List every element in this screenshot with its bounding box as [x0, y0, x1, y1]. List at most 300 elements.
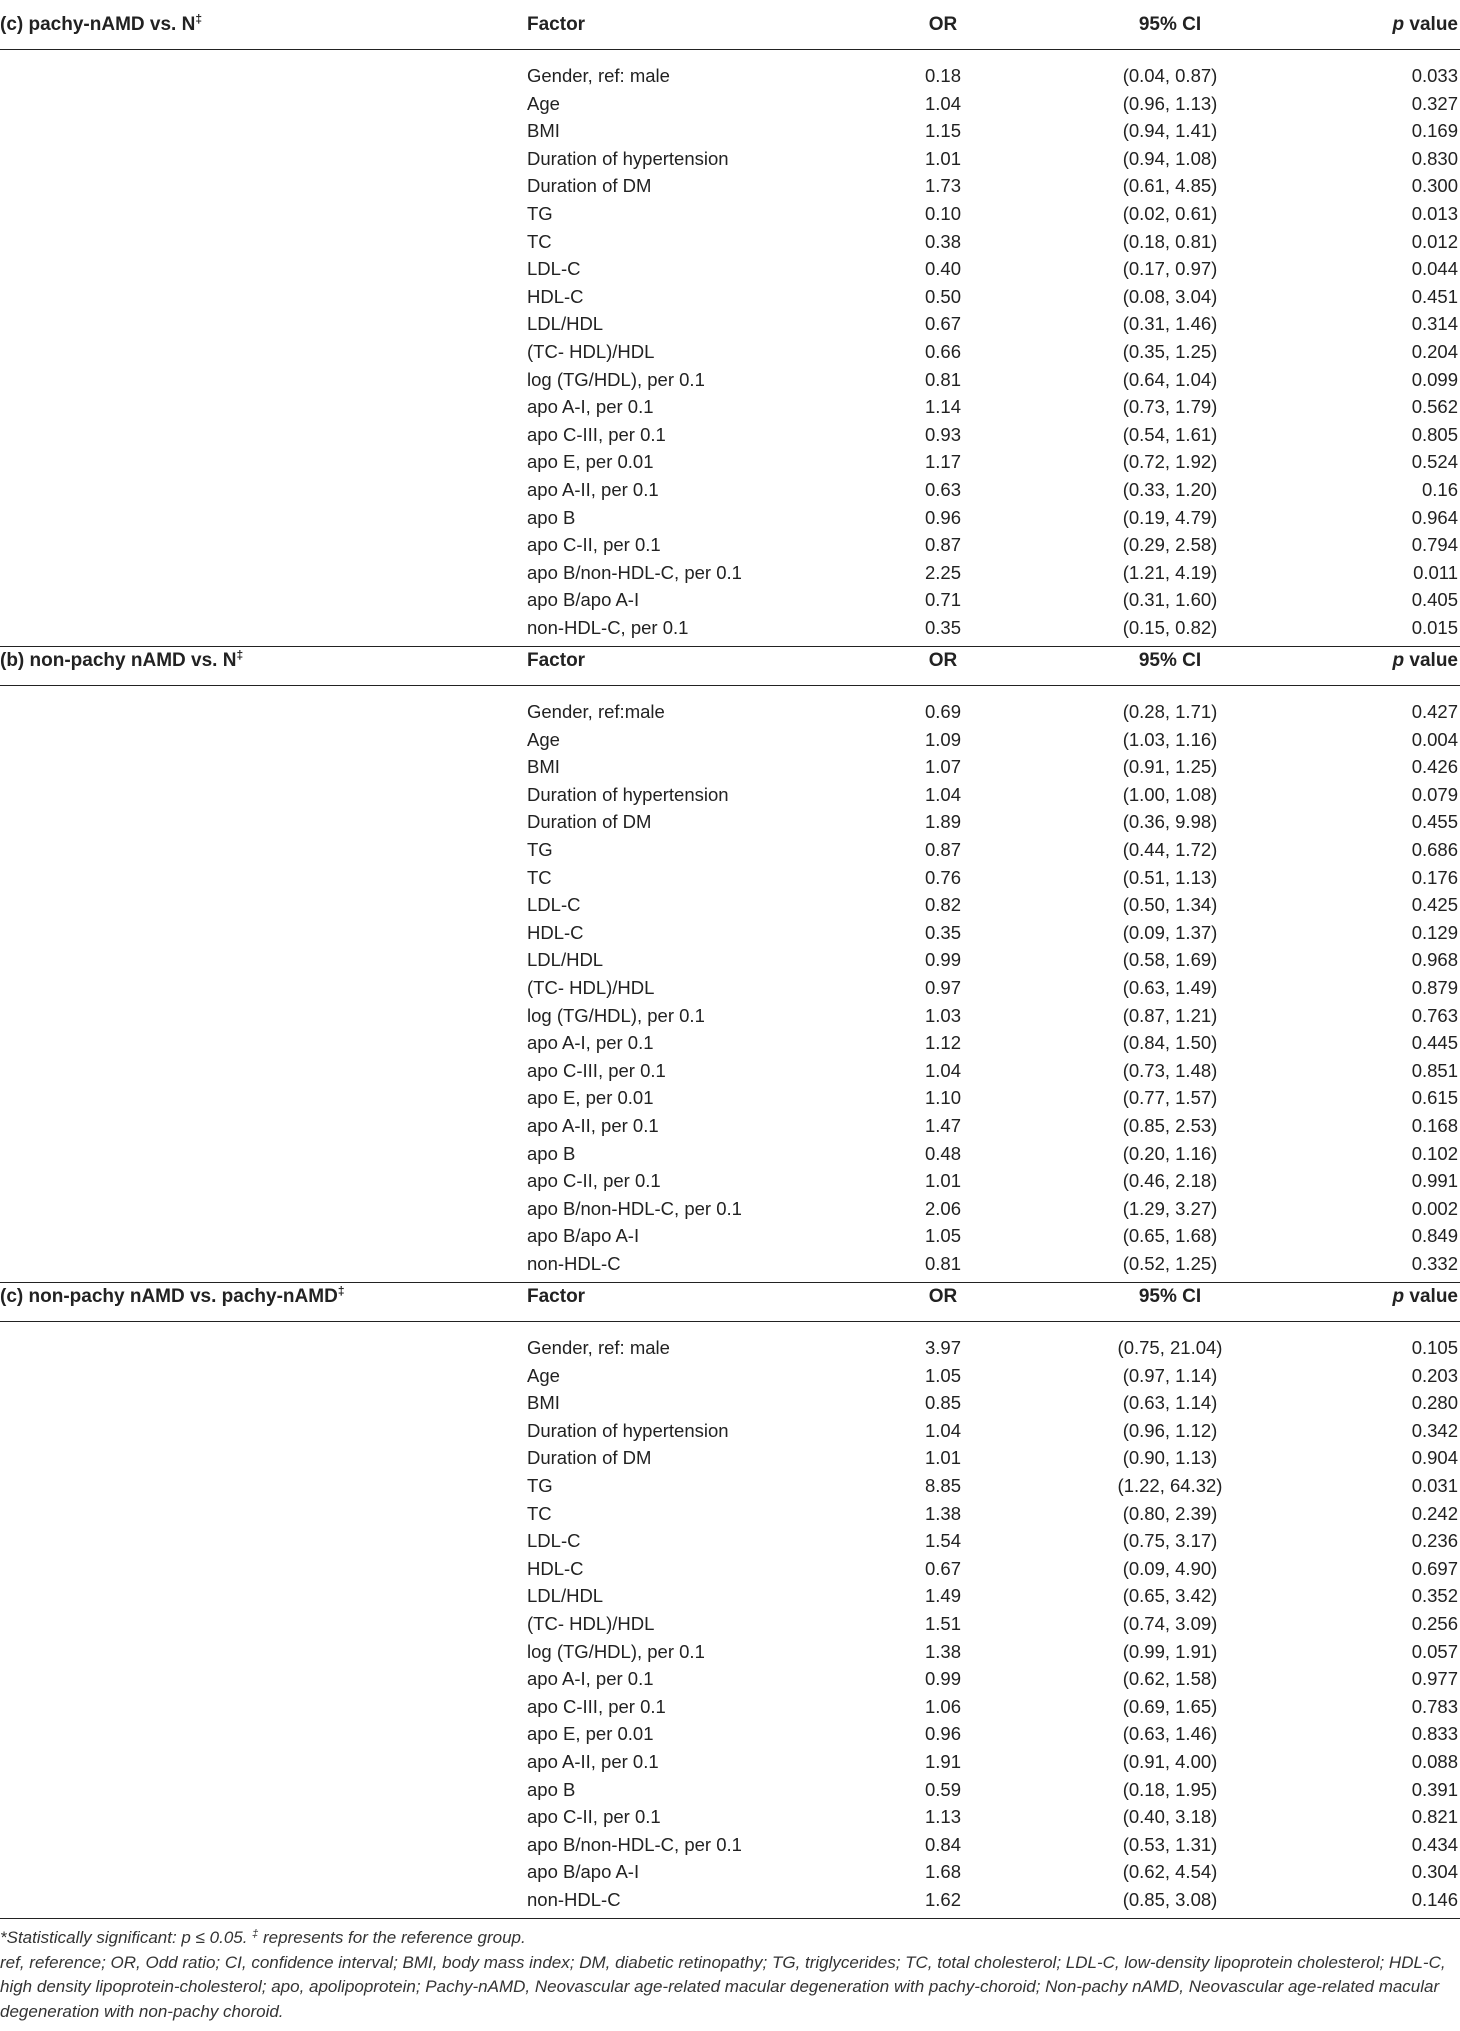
p-value-cell: 0.342: [1411, 1419, 1458, 1441]
or-cell: 1.47: [924, 1115, 961, 1136]
p-value-cell: 0.451: [1411, 285, 1458, 307]
or-cell: 1.04: [924, 1419, 961, 1441]
ci-cell: (0.94, 1.08): [1122, 147, 1218, 169]
or-cell: 0.84: [924, 1833, 961, 1855]
p-value-cell: 0.129: [1411, 921, 1458, 943]
table-row: [0, 1112, 1460, 1140]
p-value-cell: 0.833: [1411, 1723, 1458, 1745]
table-row: [0, 726, 1460, 754]
p-value-cell: 0.102: [1411, 1142, 1458, 1164]
p-value-cell: 0.977: [1411, 1668, 1458, 1690]
column-header-p-value: p value: [1392, 1286, 1458, 1307]
factor-cell: apo A-II, per 0.1: [527, 1115, 659, 1136]
factor-cell: Duration of hypertension: [527, 147, 729, 169]
table-row: [0, 1084, 1460, 1112]
or-cell: 0.66: [924, 341, 961, 362]
ci-cell: (0.19, 4.79): [1122, 506, 1218, 528]
p-value-cell: 0.445: [1411, 1032, 1458, 1054]
factor-cell: Duration of hypertension: [527, 783, 729, 805]
ci-cell: (0.02, 0.61): [1122, 203, 1218, 224]
column-header-ci: 95% CI: [1138, 1286, 1202, 1307]
table-row: [0, 283, 1460, 311]
table-row: [0, 891, 1460, 919]
column-header-factor: Factor: [527, 650, 586, 671]
p-value-cell: 0.686: [1411, 839, 1458, 860]
factor-cell: Duration of DM: [527, 1447, 652, 1469]
or-cell: 1.12: [924, 1032, 961, 1054]
or-cell: 0.67: [924, 313, 961, 335]
factor-cell: LDL/HDL: [527, 313, 604, 335]
table-row: [0, 1444, 1460, 1472]
or-cell: 0.87: [924, 534, 961, 556]
table-row: [0, 1222, 1460, 1250]
table-row: [0, 338, 1460, 366]
p-value-cell: 0.044: [1411, 258, 1458, 280]
p-value-cell: 0.015: [1411, 617, 1458, 638]
table-row: [0, 1417, 1460, 1445]
or-cell: 0.76: [924, 866, 961, 888]
or-cell: 1.49: [924, 1585, 961, 1607]
factor-cell: non-HDL-C, per 0.1: [527, 617, 689, 638]
p-value-cell: 0.203: [1411, 1364, 1458, 1386]
p-value-cell: 0.099: [1411, 368, 1458, 390]
or-cell: 0.82: [924, 894, 961, 916]
or-cell: 0.69: [924, 701, 961, 722]
or-cell: 0.40: [924, 258, 961, 280]
table-row: [0, 200, 1460, 228]
footnote-significance: *Statistically significant: p ≤ 0.05. ‡ represents for the reference group.: [0, 1928, 526, 1947]
factor-cell: TC: [527, 230, 552, 252]
table-row: [0, 1665, 1460, 1693]
ci-cell: (0.40, 3.18): [1122, 1806, 1218, 1828]
table-row: [0, 1748, 1460, 1776]
p-value-cell: 0.879: [1411, 977, 1458, 998]
table-row: [0, 1858, 1460, 1886]
ci-cell: (0.17, 0.97): [1122, 258, 1218, 280]
column-header-or: OR: [928, 650, 958, 671]
factor-cell: apo A-I, per 0.1: [527, 1032, 654, 1054]
table-row: [0, 1500, 1460, 1528]
factor-cell: HDL-C: [527, 921, 584, 943]
p-value-cell: 0.332: [1411, 1253, 1458, 1274]
table-row: [0, 1555, 1460, 1583]
factor-cell: TG: [527, 1475, 553, 1496]
ci-cell: (0.35, 1.25): [1122, 341, 1218, 362]
table-row: [0, 1195, 1460, 1223]
column-header-ci: 95% CI: [1138, 650, 1202, 671]
p-value-cell: 0.805: [1411, 423, 1458, 445]
or-cell: 0.85: [924, 1392, 961, 1414]
table-row: [0, 753, 1460, 781]
p-value-cell: 0.405: [1411, 589, 1458, 611]
p-value-cell: 0.031: [1411, 1475, 1458, 1496]
ci-cell: (0.75, 21.04): [1117, 1337, 1223, 1358]
factor-cell: TC: [527, 1502, 552, 1524]
p-value-cell: 0.280: [1411, 1392, 1458, 1414]
or-cell: 1.06: [924, 1695, 961, 1717]
ci-cell: (0.28, 1.71): [1122, 701, 1218, 722]
table-row: [0, 1057, 1460, 1085]
ci-cell: (0.99, 1.91): [1122, 1640, 1218, 1662]
ci-cell: (0.63, 1.46): [1122, 1723, 1218, 1745]
table-row: [0, 117, 1460, 145]
table-row: [0, 1389, 1460, 1417]
table-row: [0, 974, 1460, 1002]
p-value-cell: 0.314: [1411, 313, 1458, 335]
factor-cell: TG: [527, 839, 553, 860]
p-value-cell: 0.964: [1411, 506, 1458, 528]
or-cell: 8.85: [924, 1475, 961, 1496]
p-value-cell: 0.304: [1411, 1861, 1458, 1883]
factor-cell: (TC- HDL)/HDL: [527, 1613, 655, 1634]
ci-cell: (0.96, 1.12): [1122, 1419, 1218, 1441]
factor-cell: apo B: [527, 506, 576, 528]
or-cell: 1.05: [924, 1364, 961, 1386]
comparison-group-label: (b) non-pachy nAMD vs. N‡: [0, 648, 244, 671]
ci-cell: (0.96, 1.13): [1122, 92, 1218, 114]
table-row: [0, 504, 1460, 532]
factor-cell: apo C-II, per 0.1: [527, 534, 661, 556]
ci-cell: (0.94, 1.41): [1122, 120, 1218, 142]
or-cell: 1.04: [924, 783, 961, 805]
ci-cell: (1.00, 1.08): [1122, 783, 1218, 805]
p-value-cell: 0.002: [1411, 1197, 1458, 1219]
or-cell: 0.99: [924, 1668, 961, 1690]
ci-cell: (0.31, 1.46): [1122, 313, 1218, 335]
or-cell: 1.91: [924, 1751, 961, 1772]
p-value-cell: 0.011: [1413, 561, 1458, 583]
or-cell: 1.15: [924, 120, 961, 142]
ci-cell: (1.29, 3.27): [1122, 1197, 1218, 1219]
factor-cell: apo E, per 0.01: [527, 1087, 654, 1109]
table-row: [0, 145, 1460, 173]
ci-cell: (1.21, 4.19): [1122, 561, 1218, 583]
factor-cell: Duration of hypertension: [527, 1419, 729, 1441]
factor-cell: log (TG/HDL), per 0.1: [527, 1640, 705, 1662]
p-value-cell: 0.991: [1411, 1170, 1458, 1192]
ci-cell: (0.90, 1.13): [1122, 1447, 1218, 1469]
ci-cell: (0.73, 1.48): [1122, 1059, 1218, 1081]
or-cell: 1.05: [924, 1225, 961, 1247]
or-cell: 1.04: [924, 92, 961, 114]
p-value-cell: 0.327: [1411, 92, 1458, 114]
table-row: [0, 1886, 1460, 1914]
table-row: [0, 559, 1460, 587]
p-value-cell: 0.434: [1411, 1833, 1458, 1855]
table-row: [0, 808, 1460, 836]
factor-cell: apo C-II, per 0.1: [527, 1806, 661, 1828]
column-header-or: OR: [928, 1286, 958, 1307]
p-value-cell: 0.425: [1411, 894, 1458, 916]
or-cell: 1.68: [924, 1861, 961, 1883]
p-value-cell: 0.352: [1411, 1585, 1458, 1607]
factor-cell: HDL-C: [527, 285, 584, 307]
or-cell: 1.03: [924, 1004, 961, 1026]
ci-cell: (0.15, 0.82): [1122, 617, 1218, 638]
ci-cell: (0.31, 1.60): [1122, 589, 1218, 611]
ci-cell: (0.09, 4.90): [1122, 1557, 1218, 1579]
or-cell: 0.71: [924, 589, 961, 611]
p-value-cell: 0.300: [1411, 175, 1458, 197]
factor-cell: apo C-III, per 0.1: [527, 1059, 666, 1081]
p-value-cell: 0.794: [1411, 534, 1458, 556]
p-value-cell: 0.176: [1411, 866, 1458, 888]
table-row: [0, 1472, 1460, 1500]
table-row: [0, 228, 1460, 256]
factor-cell: apo B/non-HDL-C, per 0.1: [527, 1197, 742, 1219]
table-row: [0, 1720, 1460, 1748]
p-value-cell: 0.968: [1411, 949, 1458, 971]
factor-cell: apo C-II, per 0.1: [527, 1170, 661, 1192]
or-cell: 0.81: [924, 1253, 961, 1274]
p-value-cell: 0.391: [1411, 1778, 1458, 1800]
table-row: [0, 310, 1460, 338]
or-cell: 0.35: [924, 617, 961, 638]
section-divider: [0, 1918, 1460, 1919]
ci-cell: (0.62, 1.58): [1122, 1668, 1218, 1690]
or-cell: 3.97: [924, 1337, 961, 1358]
ci-cell: (0.85, 2.53): [1122, 1115, 1218, 1136]
p-value-cell: 0.851: [1411, 1059, 1458, 1081]
p-value-cell: 0.013: [1411, 203, 1458, 224]
factor-cell: apo C-III, per 0.1: [527, 1695, 666, 1717]
table-row: [0, 1029, 1460, 1057]
ci-cell: (0.87, 1.21): [1122, 1004, 1218, 1026]
ci-cell: (0.69, 1.65): [1122, 1695, 1218, 1717]
table-row: [0, 62, 1460, 90]
factor-cell: Gender, ref: male: [527, 1337, 670, 1358]
or-cell: 2.06: [924, 1197, 961, 1219]
table-footnotes: [0, 1926, 1460, 2024]
footnote-abbreviations: ref, reference; OR, Odd ratio; CI, confidence interval; BMI, body mass index; DM, diabetic retinopathy; TG, triglycerides; TC, total cholesterol; LDL-C, low-density lipoprotein cholesterol; HDL-C, high density lipoprotein-cholesterol; apo, apolipoprotein; Pachy-nAMD, Neovascular age-related macular degeneration with pachy-choroid; Non-pachy nAMD, Neovascular age-related macular degeneration with non-pachy choroid.: [0, 1952, 1446, 2021]
factor-cell: apo C-III, per 0.1: [527, 423, 666, 445]
or-cell: 0.96: [924, 506, 961, 528]
ci-cell: (0.20, 1.16): [1122, 1142, 1218, 1164]
factor-cell: apo A-II, per 0.1: [527, 1751, 659, 1772]
or-cell: 1.09: [924, 728, 961, 750]
or-cell: 1.10: [924, 1087, 961, 1109]
or-cell: 0.87: [924, 839, 961, 860]
p-value-cell: 0.169: [1411, 120, 1458, 142]
p-value-cell: 0.057: [1411, 1640, 1458, 1662]
table-row: [0, 836, 1460, 864]
factor-cell: Gender, ref: male: [527, 65, 670, 86]
factor-cell: apo B/apo A-I: [527, 589, 640, 611]
factor-cell: apo B/apo A-I: [527, 1861, 640, 1883]
section-header: [0, 0, 1460, 50]
table-row: [0, 1776, 1460, 1804]
or-cell: 0.97: [924, 977, 961, 998]
p-value-cell: 0.079: [1411, 783, 1458, 805]
or-cell: 0.63: [924, 479, 961, 500]
ci-cell: (0.58, 1.69): [1122, 949, 1218, 971]
ci-cell: (0.46, 2.18): [1122, 1170, 1218, 1192]
ci-cell: (0.64, 1.04): [1122, 368, 1218, 390]
factor-cell: non-HDL-C: [527, 1889, 621, 1910]
factor-cell: LDL/HDL: [527, 949, 604, 971]
ci-cell: (0.75, 3.17): [1122, 1530, 1218, 1552]
p-value-cell: 0.236: [1411, 1530, 1458, 1552]
ci-cell: (0.52, 1.25): [1122, 1253, 1218, 1274]
or-cell: 1.51: [924, 1613, 961, 1634]
p-value-cell: 0.562: [1411, 396, 1458, 418]
or-cell: 0.93: [924, 423, 961, 445]
or-cell: 1.89: [924, 811, 961, 833]
or-cell: 0.99: [924, 949, 961, 971]
or-cell: 1.54: [924, 1530, 961, 1552]
table-row: [0, 366, 1460, 394]
ci-cell: (0.53, 1.31): [1122, 1833, 1218, 1855]
factor-cell: apo B/non-HDL-C, per 0.1: [527, 561, 742, 583]
p-value-cell: 0.004: [1411, 728, 1458, 750]
ci-cell: (0.80, 2.39): [1122, 1502, 1218, 1524]
ci-cell: (0.54, 1.61): [1122, 423, 1218, 445]
or-cell: 1.62: [924, 1889, 961, 1910]
table-row: [0, 448, 1460, 476]
table-row: [0, 864, 1460, 892]
p-value-cell: 0.088: [1411, 1751, 1458, 1772]
factor-cell: apo B: [527, 1778, 576, 1800]
p-value-cell: 0.16: [1421, 479, 1458, 500]
ci-cell: (0.63, 1.14): [1122, 1392, 1218, 1414]
ci-cell: (0.85, 3.08): [1122, 1889, 1218, 1910]
column-header-factor: Factor: [527, 14, 586, 35]
or-cell: 1.38: [924, 1640, 961, 1662]
ci-cell: (0.73, 1.79): [1122, 396, 1218, 418]
or-cell: 2.25: [924, 561, 961, 583]
ci-cell: (0.77, 1.57): [1122, 1087, 1218, 1109]
or-cell: 0.35: [924, 921, 961, 943]
ci-cell: (0.33, 1.20): [1122, 479, 1218, 500]
ci-cell: (0.04, 0.87): [1122, 65, 1218, 86]
factor-cell: apo A-I, per 0.1: [527, 396, 654, 418]
factor-cell: Age: [527, 728, 560, 750]
ci-cell: (0.91, 1.25): [1122, 756, 1218, 778]
ci-cell: (0.18, 0.81): [1122, 230, 1218, 252]
or-cell: 1.01: [924, 147, 961, 169]
ci-cell: (0.08, 3.04): [1122, 285, 1218, 307]
or-cell: 1.13: [924, 1806, 961, 1828]
ci-cell: (0.74, 3.09): [1122, 1613, 1218, 1634]
table-row: [0, 1140, 1460, 1168]
factor-cell: Duration of DM: [527, 175, 652, 197]
p-value-cell: 0.242: [1411, 1502, 1458, 1524]
table-row: [0, 1638, 1460, 1666]
p-value-cell: 0.455: [1411, 811, 1458, 833]
p-value-cell: 0.821: [1411, 1806, 1458, 1828]
or-cell: 1.14: [924, 396, 961, 418]
p-value-cell: 0.830: [1411, 147, 1458, 169]
p-value-cell: 0.168: [1411, 1115, 1458, 1136]
factor-cell: LDL-C: [527, 258, 581, 280]
ci-cell: (0.65, 3.42): [1122, 1585, 1218, 1607]
ci-cell: (0.62, 4.54): [1122, 1861, 1218, 1883]
p-value-cell: 0.763: [1411, 1004, 1458, 1026]
ci-cell: (0.63, 1.49): [1122, 977, 1218, 998]
ci-cell: (0.97, 1.14): [1122, 1364, 1218, 1386]
or-cell: 1.38: [924, 1502, 961, 1524]
ci-cell: (0.84, 1.50): [1122, 1032, 1218, 1054]
p-value-cell: 0.615: [1411, 1087, 1458, 1109]
table-row: [0, 1693, 1460, 1721]
ci-cell: (0.65, 1.68): [1122, 1225, 1218, 1247]
p-value-cell: 0.783: [1411, 1695, 1458, 1717]
table-row: [0, 393, 1460, 421]
p-value-cell: 0.426: [1411, 756, 1458, 778]
table-row: [0, 1362, 1460, 1390]
or-cell: 0.38: [924, 230, 961, 252]
factor-cell: BMI: [527, 120, 560, 142]
p-value-cell: 0.012: [1411, 230, 1458, 252]
or-cell: 0.81: [924, 368, 961, 390]
table-row: [0, 1002, 1460, 1030]
p-value-cell: 0.427: [1411, 701, 1458, 722]
table-row: [0, 586, 1460, 614]
factor-cell: LDL-C: [527, 1530, 581, 1552]
p-value-cell: 0.033: [1411, 65, 1458, 86]
factor-cell: apo A-II, per 0.1: [527, 479, 659, 500]
factor-cell: TC: [527, 866, 552, 888]
table-row: [0, 1803, 1460, 1831]
p-value-cell: 0.204: [1411, 341, 1458, 362]
table-row: [0, 1527, 1460, 1555]
ci-cell: (0.44, 1.72): [1122, 839, 1218, 860]
ci-cell: (0.18, 1.95): [1122, 1778, 1218, 1800]
table-row: [0, 698, 1460, 726]
section-header: [0, 1272, 1460, 1322]
factor-cell: (TC- HDL)/HDL: [527, 977, 655, 998]
section-header: [0, 636, 1460, 686]
factor-cell: non-HDL-C: [527, 1253, 621, 1274]
p-value-cell: 0.849: [1411, 1225, 1458, 1247]
factor-cell: Age: [527, 92, 560, 114]
factor-cell: BMI: [527, 756, 560, 778]
factor-cell: BMI: [527, 1392, 560, 1414]
column-header-p-value: p value: [1392, 650, 1458, 671]
factor-cell: Duration of DM: [527, 811, 652, 833]
column-header-ci: 95% CI: [1138, 14, 1202, 35]
column-header-or: OR: [928, 14, 958, 35]
p-value-cell: 0.146: [1411, 1889, 1458, 1910]
factor-cell: HDL-C: [527, 1557, 584, 1579]
p-value-cell: 0.105: [1411, 1337, 1458, 1358]
comparison-group-label: (c) pachy-nAMD vs. N‡: [0, 12, 202, 35]
factor-cell: TG: [527, 203, 553, 224]
factor-cell: apo B: [527, 1142, 576, 1164]
table-row: [0, 255, 1460, 283]
p-value-cell: 0.256: [1411, 1613, 1458, 1634]
comparison-group-label: (c) non-pachy nAMD vs. pachy-nAMD‡: [0, 1284, 345, 1307]
factor-cell: log (TG/HDL), per 0.1: [527, 1004, 705, 1026]
ci-cell: (1.03, 1.16): [1122, 728, 1218, 750]
ci-cell: (0.51, 1.13): [1122, 866, 1218, 888]
factor-cell: (TC- HDL)/HDL: [527, 341, 655, 362]
factor-cell: apo B/non-HDL-C, per 0.1: [527, 1833, 742, 1855]
factor-cell: Age: [527, 1364, 560, 1386]
ci-cell: (0.61, 4.85): [1122, 175, 1218, 197]
table-row: [0, 1831, 1460, 1859]
table-row: [0, 476, 1460, 504]
or-cell: 0.67: [924, 1557, 961, 1579]
factor-cell: apo A-I, per 0.1: [527, 1668, 654, 1690]
or-cell: 0.50: [924, 285, 961, 307]
ci-cell: (0.36, 9.98): [1122, 811, 1218, 833]
or-cell: 1.01: [924, 1170, 961, 1192]
factor-cell: apo E, per 0.01: [527, 451, 654, 473]
column-header-p-value: p value: [1392, 14, 1458, 35]
or-cell: 1.04: [924, 1059, 961, 1081]
factor-cell: LDL/HDL: [527, 1585, 604, 1607]
